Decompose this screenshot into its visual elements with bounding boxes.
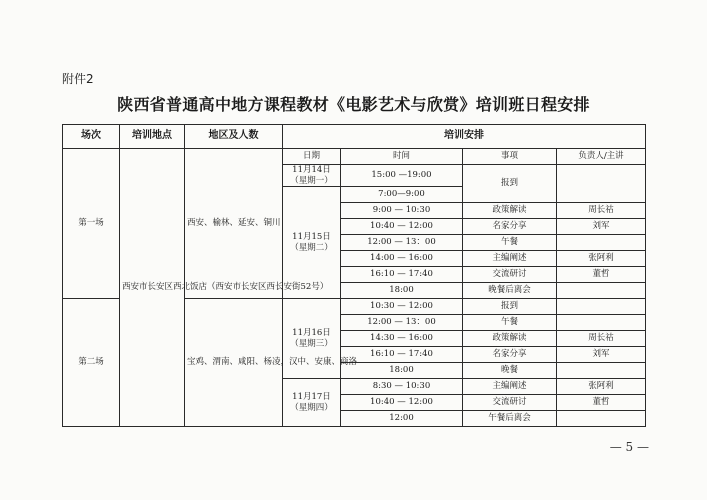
item-cell: 交流研讨 xyxy=(463,267,557,283)
session-2-region: 宝鸡、渭南、咸阳、杨凌，汉中、安康、商洛 xyxy=(185,299,283,427)
attachment-label: 附件2 xyxy=(62,72,94,86)
time-cell: 9:00 — 10:30 xyxy=(341,203,463,219)
subheader-person: 负责人/主讲 xyxy=(557,149,646,165)
time-cell: 12:00 — 13：00 xyxy=(341,235,463,251)
item-cell: 报到 xyxy=(463,165,557,203)
time-cell: 14:30 — 16:00 xyxy=(341,331,463,347)
location-cell: 西安市长安区西北饭店（西安市长安区西长安街52号） xyxy=(120,149,185,427)
page-number: — 5 — xyxy=(609,440,649,454)
time-cell: 10:40 — 12:00 xyxy=(341,219,463,235)
time-cell: 18:00 xyxy=(341,363,463,379)
person-cell xyxy=(557,165,646,203)
item-cell: 午餐后离会 xyxy=(463,411,557,427)
header-region: 地区及人数 xyxy=(185,125,283,149)
time-cell: 16:10 — 17:40 xyxy=(341,267,463,283)
session-1-cell: 第一场 xyxy=(63,149,120,299)
date-week: （星期四） xyxy=(290,402,333,413)
item-cell: 晚餐后离会 xyxy=(463,283,557,299)
time-cell: 10:30 — 12:00 xyxy=(341,299,463,315)
item-cell: 午餐 xyxy=(463,235,557,251)
person-cell: 刘军 xyxy=(557,347,646,363)
header-location: 培训地点 xyxy=(120,125,185,149)
date-week: （星期二） xyxy=(290,242,333,253)
time-cell: 12:00 xyxy=(341,411,463,427)
date-week: （星期三） xyxy=(290,338,333,349)
date-week: （星期一） xyxy=(290,175,333,186)
time-cell: 18:00 xyxy=(341,283,463,299)
time-cell: 12:00 — 13：00 xyxy=(341,315,463,331)
session-2-cell: 第二场 xyxy=(63,299,120,427)
item-cell: 交流研讨 xyxy=(463,395,557,411)
time-cell: 16:10 — 17:40 xyxy=(341,347,463,363)
date-day: 11月16日 xyxy=(292,328,331,339)
person-cell: 周长祜 xyxy=(557,203,646,219)
person-cell xyxy=(557,283,646,299)
item-cell: 名家分享 xyxy=(463,347,557,363)
header-arrangement: 培训安排 xyxy=(283,125,646,149)
header-row xyxy=(63,125,646,149)
item-cell: 主编阐述 xyxy=(463,251,557,267)
person-cell xyxy=(557,363,646,379)
person-cell: 刘军 xyxy=(557,219,646,235)
person-cell: 周长祜 xyxy=(557,331,646,347)
time-cell: 10:40 — 12:00 xyxy=(341,395,463,411)
person-cell: 张阿利 xyxy=(557,251,646,267)
time-cell: 7:00—9:00 xyxy=(341,187,463,203)
header-session: 场次 xyxy=(63,125,120,149)
date-cell xyxy=(283,379,341,427)
date-day: 11月14日 xyxy=(292,165,331,175)
subheader-row xyxy=(63,149,646,165)
page-title: 陕西省普通高中地方课程教材《电影艺术与欣赏》培训班日程安排 xyxy=(117,95,590,114)
person-cell xyxy=(557,235,646,251)
person-cell: 董哲 xyxy=(557,267,646,283)
subheader-item: 事项 xyxy=(463,149,557,165)
item-cell: 政策解读 xyxy=(463,331,557,347)
date-day: 11月15日 xyxy=(292,232,331,243)
item-cell: 名家分享 xyxy=(463,219,557,235)
item-cell: 报到 xyxy=(463,299,557,315)
subheader-date: 日期 xyxy=(283,149,341,165)
subheader-time: 时间 xyxy=(341,149,463,165)
time-cell: 15:00 —19:00 xyxy=(341,165,463,187)
item-cell: 午餐 xyxy=(463,315,557,331)
item-cell: 政策解读 xyxy=(463,203,557,219)
time-cell: 8:30 — 10:30 xyxy=(341,379,463,395)
session-1-region: 西安、榆林、延安、铜川 xyxy=(185,149,283,299)
person-cell xyxy=(557,299,646,315)
person-cell: 董哲 xyxy=(557,395,646,411)
person-cell xyxy=(557,411,646,427)
time-cell: 14:00 — 16:00 xyxy=(341,251,463,267)
person-cell xyxy=(557,315,646,331)
person-cell: 张阿利 xyxy=(557,379,646,395)
item-cell: 主编阐述 xyxy=(463,379,557,395)
item-cell: 晚餐 xyxy=(463,363,557,379)
date-day: 11月17日 xyxy=(292,392,331,403)
date-cell xyxy=(283,165,341,187)
schedule-table xyxy=(62,124,646,427)
